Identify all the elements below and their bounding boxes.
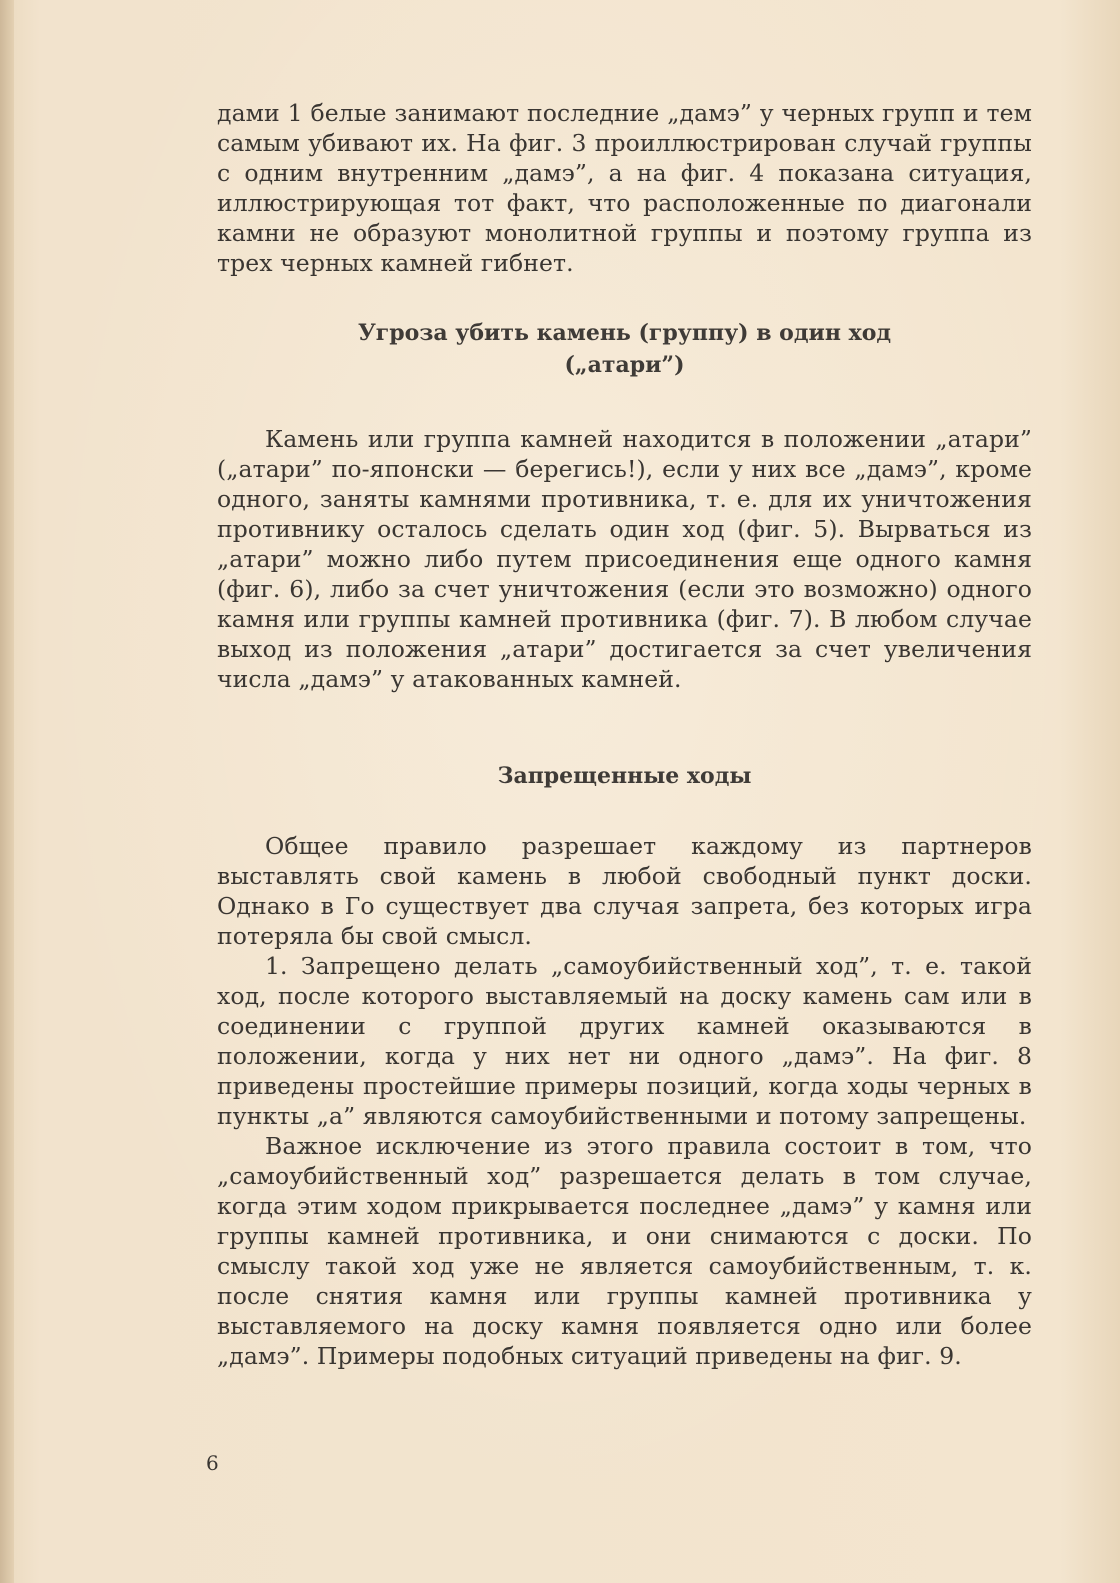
page-binding-edge [0,0,14,1583]
atari-paragraph: Камень или группа камней находится в положении „атари” („атари” по-японски — берегись!), если у них все „дамэ”, кроме одного, заняты камнями противника, т. е. для их уничтожения противнику осталось сделать один ход (фиг. 5). Вырваться из „атари” можно либо путем присоединения еще одного камня (фиг. 6), либо за счет уничтожения (если это возможно) одного камня или группы камней противника (фиг. 7). В любом случае выход из положения „атари” достигается за счет увеличения числа „дамэ” у атакованных камней. [217,425,1032,693]
forbidden-paragraph-2: 1. Запрещено делать „самоубийственный ход”, т. е. такой ход, после которого выставляемый на доску камень сам или в соединении с группой других камней оказываются в положении, когда у них нет ни одного „дамэ”. На фиг. 8 приведены простейшие примеры позиций, когда ходы черных в пункты „а” являются самоубийственными и потому запрещены. [217,952,1032,1130]
atari-paragraph-block [217,424,1032,694]
forbidden-moves-paragraph-block [217,831,1032,1371]
forbidden-moves-title: Запрещенные ходы [497,763,752,789]
atari-section-title: Угроза убить камень (группу) в один ход [357,320,892,346]
forbidden-paragraph-3: Важное исключение из этого правила состоит в том, что „самоубийственный ход” разрешается делать в том случае, когда этим ходом прикрывается последнее „дамэ” у камня или группы камней противника, и они снимаются с доски. По смыслу такой ход уже не является самоубийственным, т. к. после снятия камня или группы камней противника у выставляемого на доску камня появляется одно или более „дамэ”. Примеры подобных ситуаций приведены на фиг. 9. [217,1132,1032,1370]
atari-section-subtitle: („атари”) [564,352,685,378]
intro-paragraph: дами 1 белые занимают последние „дамэ” у черных групп и тем самым убивают их. На фиг. 3 проиллюстрирован случай группы с одним внутренним „дамэ”, а на фиг. 4 показана ситуация, иллюстрирующая тот факт, что расположенные по диагонали камни не образуют монолитной группы и поэтому группа из трех черных камней гибнет. [217,99,1032,277]
intro-paragraph-block [217,98,1032,278]
page-number: 6 [206,1451,219,1475]
forbidden-paragraph-1: Общее правило разрешает каждому из партнеров выставлять свой камень в любой свободный пункт доски. Однако в Го существует два случая запрета, без которых игра потеряла бы свой смысл. [217,832,1032,950]
